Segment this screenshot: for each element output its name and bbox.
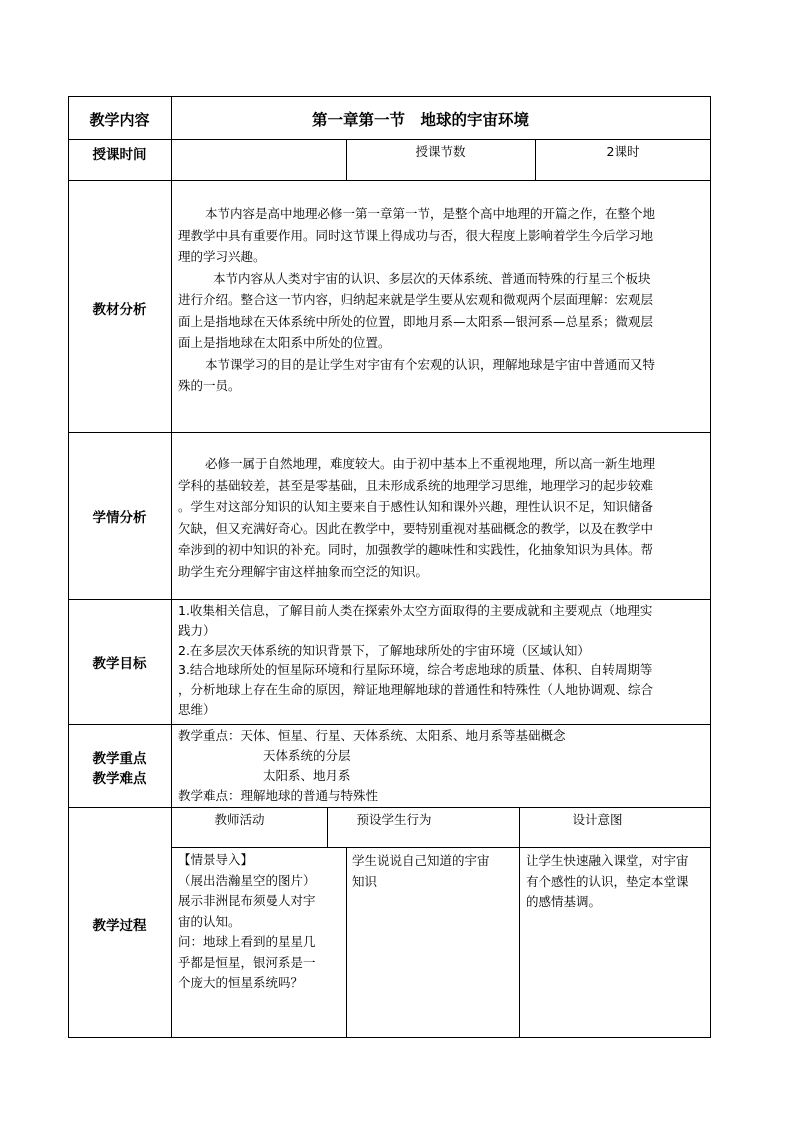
key-point-line: 太阳系、地月系 (263, 768, 351, 783)
paragraph-line: 面上是指地球在太阳系中所处的位置。 (178, 335, 391, 350)
row-divider (68, 180, 711, 181)
difficulties-label: 教学难点 (92, 771, 147, 787)
key-point-line: 天体系统的分层 (263, 748, 351, 763)
row-divider (68, 599, 711, 600)
textbook-analysis-label: 教材分析 (92, 302, 147, 318)
class-count-value: 2课时 (606, 144, 640, 159)
intent-line: 的感情基调。 (526, 894, 602, 909)
row-divider (68, 432, 711, 433)
teaching-goals-label: 教学目标 (92, 656, 147, 672)
row-divider (68, 724, 711, 725)
teacher-line: 展示非洲昆布须曼人对宇 (178, 893, 316, 908)
student-analysis-label: 学情分析 (92, 510, 147, 526)
paragraph-line: 学科的基础较差，甚至是零基础，且未形成系统的地理学习思维，地理学习的起步较难 (178, 477, 654, 493)
teaching-content-label: 教学内容 (89, 111, 150, 129)
paragraph-line: 本节内容是高中地理必修一第一章第一节，是整个高中地理的开篇之作，在整个地 (205, 206, 656, 221)
teacher-line: 问：地球上看到的星星几 (178, 934, 316, 949)
page-title: 第一章第一节 地球的宇宙环境 (312, 111, 530, 129)
teacher-line: 个庞大的恒星系统吗？ (178, 975, 304, 990)
column-divider (171, 96, 172, 1038)
row-divider (171, 847, 711, 848)
teacher-line: （展出浩瀚星空的图片） (178, 872, 316, 888)
paragraph-line: 助学生充分理解宇宙这样抽象而空泛的知识。 (178, 563, 429, 579)
paragraph-line: 理教学中具有重要作用。同时这节课上得成功与否，很大程度上影响着学生今后学习地 (178, 227, 654, 243)
goal-line: 践力） (178, 622, 216, 638)
column-divider (519, 847, 520, 1038)
goal-line: ，分析地球上存在生命的原因，辩证地理解地球的普通性和特殊性（人地协调观、综合 (178, 682, 654, 698)
key-points-label: 教学重点 (92, 751, 147, 767)
teaching-goals-text (178, 601, 653, 720)
paragraph-line: 本节内容从人类对宇宙的认识、多层次的天体系统、普通而特殊的行星三个板块 (213, 270, 651, 286)
intent-line: 让学生快速融入课堂，对宇宙 (526, 853, 689, 868)
key-point-line: 教学重点：天体、恒星、行星、天体系统、太阳系、地月系等基础概念 (178, 728, 566, 743)
teacher-line: 宙的认知。 (178, 913, 241, 929)
column-header-teacher: 教师活动 (214, 812, 265, 827)
paragraph-line: 本节课学习的目的是让学生对宇宙有个宏观的认识，理解地球是宇宙中普通而又特 (205, 356, 656, 372)
student-line: 知识 (352, 873, 378, 889)
paragraph-line: 理的学习兴趣。 (178, 249, 266, 264)
textbook-analysis-text (178, 203, 655, 397)
column-header-intent: 设计意图 (572, 812, 623, 827)
design-intent-text (526, 851, 689, 913)
goal-line: 1.收集相关信息，了解目前人类在探索外太空方面取得的主要成就和主要观点（地理实 (178, 603, 653, 618)
student-behavior-text (352, 851, 490, 892)
student-analysis-text (178, 453, 655, 582)
teacher-line: 乎都是恒星，银河系是一 (178, 954, 316, 970)
paragraph-line: 。学生对这部分知识的认知主要来自于感性认知和课外兴趣，理性认识不足，知识储备 (178, 499, 654, 514)
teaching-process-label: 教学过程 (92, 918, 147, 934)
key-point-line: 教学难点：理解地球的普通与特殊性 (178, 788, 379, 803)
column-header-student: 预设学生行为 (356, 812, 432, 827)
teacher-activity-text (178, 850, 316, 994)
paragraph-line: 必修一属于自然地理，难度较大。由于初中基本上不重视地理，所以高一新生地理 (205, 456, 656, 471)
teacher-line: 【情景导入】 (178, 852, 254, 867)
row-divider (68, 139, 711, 140)
key-points-text (178, 726, 566, 806)
paragraph-line: 牵涉到的初中知识的补充。同时，加强教学的趣味性和实践性，化抽象知识为具体。帮 (178, 542, 654, 557)
paragraph-line: 欠缺，但又充满好奇心。因此在教学中，要特别重视对基础概念的教学，以及在教学中 (178, 520, 654, 536)
goal-line: 思维） (178, 701, 216, 717)
column-divider (346, 847, 347, 1038)
class-count-label: 授课节数 (415, 144, 466, 159)
row-divider (68, 807, 711, 808)
goal-line: 2.在多层次天体系统的知识背景下，了解地球所处的宇宙环境（区域认知） (178, 642, 590, 658)
goal-line: 3.结合地球所处的恒星际环境和行星际环境，综合考虑地球的质量、体积、自转周期等 (178, 662, 653, 678)
intent-line: 有个感性的认识，垫定本堂课 (526, 873, 689, 889)
paragraph-line: 殊的一员。 (178, 378, 241, 393)
student-line: 学生说说自己知道的宇宙 (352, 853, 490, 868)
class-time-label: 授课时间 (92, 147, 147, 163)
paragraph-line: 进行介绍。整合这一节内容，归纳起来就是学生要从宏观和微观两个层面理解：宏观层 (178, 292, 654, 307)
paragraph-line: 面上是指地球在天体系统中所处的位置，即地月系—太阳系—银河系—总星系；微观层 (178, 313, 654, 329)
